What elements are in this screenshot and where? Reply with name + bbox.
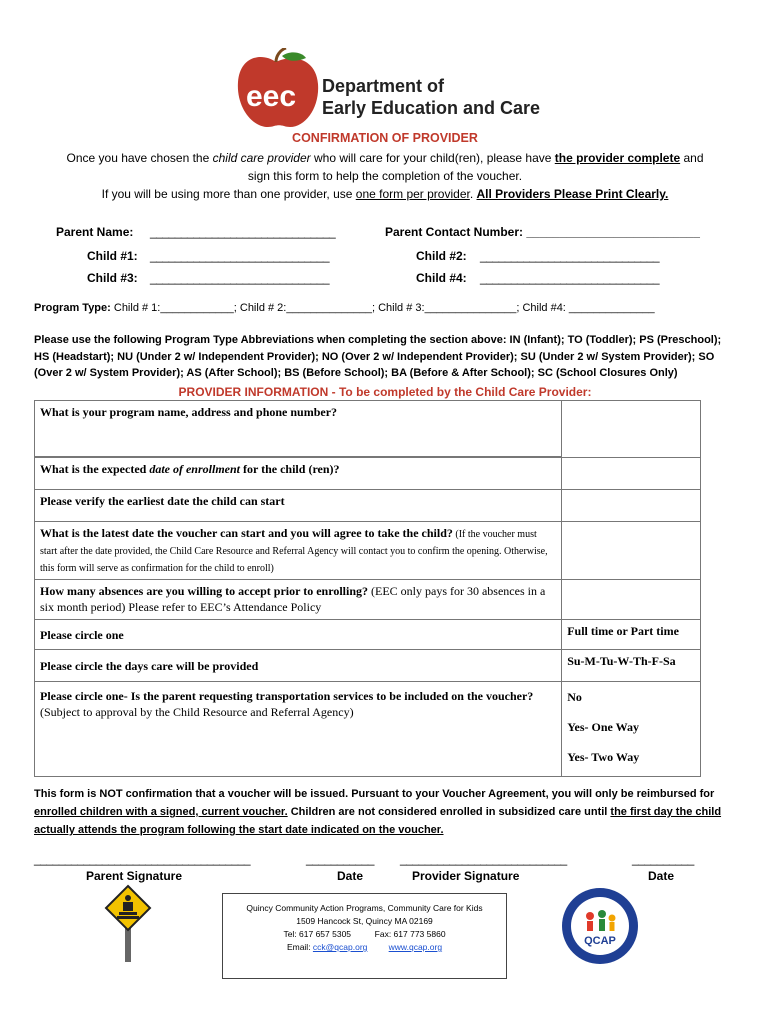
- child4-label: Child #4:: [416, 271, 467, 285]
- answer-enrollment-date[interactable]: [562, 458, 701, 490]
- answer-program-info[interactable]: [562, 401, 701, 458]
- table-row: [35, 580, 701, 620]
- svg-text:eec: eec: [246, 80, 297, 113]
- question-earliest-start: Please verify the earliest date the child can start: [35, 490, 562, 522]
- logo-line-1: Department of: [322, 76, 445, 96]
- parent-name-field[interactable]: ______________________________: [150, 225, 336, 239]
- table-row: [35, 682, 701, 777]
- answer-transportation[interactable]: [562, 682, 701, 777]
- intro-line-2: sign this form to help the completion of the voucher.: [247, 169, 523, 183]
- answer-full-part-time[interactable]: Full time or Part time: [562, 620, 701, 650]
- provider-signature-line[interactable]: ___________________________: [400, 852, 567, 866]
- child1-field[interactable]: _____________________________: [150, 249, 330, 263]
- parent-contact-field[interactable]: Parent Contact Number: __________________________: [385, 225, 700, 239]
- provider-info-table: [34, 400, 701, 777]
- provider-date-line[interactable]: __________: [632, 852, 694, 866]
- question-absences: How many absences are you willing to accept prior to enrolling? (EEC only pays for 30 absences in a six month period) Please refer to EEC’s Attendance Policy: [35, 580, 562, 620]
- table-row: [35, 490, 701, 522]
- eec-logo: [232, 48, 542, 134]
- table-row: [35, 522, 701, 580]
- answer-latest-start[interactable]: [562, 522, 701, 580]
- intro-line-1: Once you have chosen the child care provider who will care for your child(ren), please have the provider complete and: [66, 151, 704, 165]
- email-link[interactable]: cck@qcap.org: [312, 942, 368, 952]
- qcap-logo: [560, 886, 640, 966]
- answer-earliest-start[interactable]: [562, 490, 701, 522]
- child4-field[interactable]: _____________________________: [480, 271, 660, 285]
- voucher-disclaimer: This form is NOT confirmation that a voucher will be issued. Pursuant to your Voucher Agreement, you will only be reimbursed for enrolled children with a signed, current voucher. Children are not considered enrolled in subsidized care until the first day the child actually attends the program following the start date indicated on the voucher.: [34, 788, 722, 836]
- child3-label: Child #3:: [87, 271, 138, 285]
- question-enrollment-date: What is the expected date of enrollment for the child (ren)?: [35, 458, 562, 490]
- table-row: [35, 458, 701, 490]
- parent-date-label: Date: [337, 869, 364, 883]
- parent-name-label: Parent Name:: [56, 225, 134, 239]
- logo-line-2: Early Education and Care: [322, 98, 541, 118]
- answer-days[interactable]: Su-M-Tu-W-Th-F-Sa: [562, 650, 701, 682]
- parent-signature-line[interactable]: ___________________________________: [34, 852, 251, 866]
- contact-address: 1509 Hancock St, Quincy MA 02169: [296, 916, 433, 926]
- table-row: [35, 401, 701, 457]
- abbreviation-note: Please use the following Program Type Abbreviations when completing the section above: IN (Infant); TO (Toddler); PS (Preschool); HS (Headstart); NU (Under 2 w/ Independent Provider); NO (Over 2 w/ Independent Provider); SU (Under 2 w/ System Provider); SO (Over 2 w/ System Provider); AS (After School); BS (Before School); BA (Before & After School); SC (School Closures Only): [34, 334, 722, 379]
- question-transportation: Please circle one- Is the parent requesting transportation services to be included on the voucher? (Subject to approval by the Child Resource and Referral Agency): [35, 682, 562, 777]
- contact-info-box: [222, 893, 507, 979]
- child1-label: Child #1:: [87, 249, 138, 263]
- answer-absences[interactable]: [562, 580, 701, 620]
- table-row: [35, 620, 701, 650]
- provider-info-heading: PROVIDER INFORMATION - To be completed by the Child Care Provider:: [178, 385, 592, 399]
- option-one-way[interactable]: Yes- One Way: [567, 720, 639, 734]
- brain-building-sign-icon: [104, 884, 152, 964]
- contact-email-web: Email: cck@qcap.org www.qcap.org: [286, 942, 443, 952]
- question-circle-time: Please circle one: [35, 620, 562, 650]
- contact-phone-fax: Tel: 617 657 5305 Fax: 617 773 5860: [283, 929, 446, 939]
- apple-logo-icon: [232, 48, 322, 134]
- child2-label: Child #2:: [416, 249, 467, 263]
- parent-date-line[interactable]: ___________: [306, 852, 374, 866]
- svg-text:QCAP: QCAP: [584, 935, 616, 947]
- question-days: Please circle the days care will be provided: [35, 650, 562, 682]
- form-title: CONFIRMATION OF PROVIDER: [292, 131, 478, 145]
- question-latest-start: What is the latest date the voucher can start and you will agree to take the child? (If the voucher must start after the date provided, the Child Care Resource and Referral Agency will contact you to confirm the opening. Otherwise, this form will serve as confirmation for the child to enroll): [35, 522, 562, 580]
- website-link[interactable]: www.qcap.org: [388, 942, 443, 952]
- parent-signature-label: Parent Signature: [86, 869, 183, 883]
- contact-org: Quincy Community Action Programs, Community Care for Kids: [246, 903, 483, 913]
- option-two-way[interactable]: Yes- Two Way: [567, 750, 640, 764]
- child2-field[interactable]: _____________________________: [480, 249, 660, 263]
- provider-date-label: Date: [648, 869, 675, 883]
- provider-signature-label: Provider Signature: [412, 869, 520, 883]
- child3-field[interactable]: _____________________________: [150, 271, 330, 285]
- question-program-info: What is your program name, address and phone number?: [35, 401, 562, 457]
- table-row: [35, 650, 701, 682]
- intro-line-3: If you will be using more than one provider, use one form per provider. All Providers Please Print Clearly.: [101, 187, 669, 201]
- program-type-row[interactable]: Program Type: Child # 1:____________; Child # 2:______________; Child # 3:_______________; Child #4: ______________: [34, 302, 655, 314]
- option-no[interactable]: No: [567, 690, 582, 704]
